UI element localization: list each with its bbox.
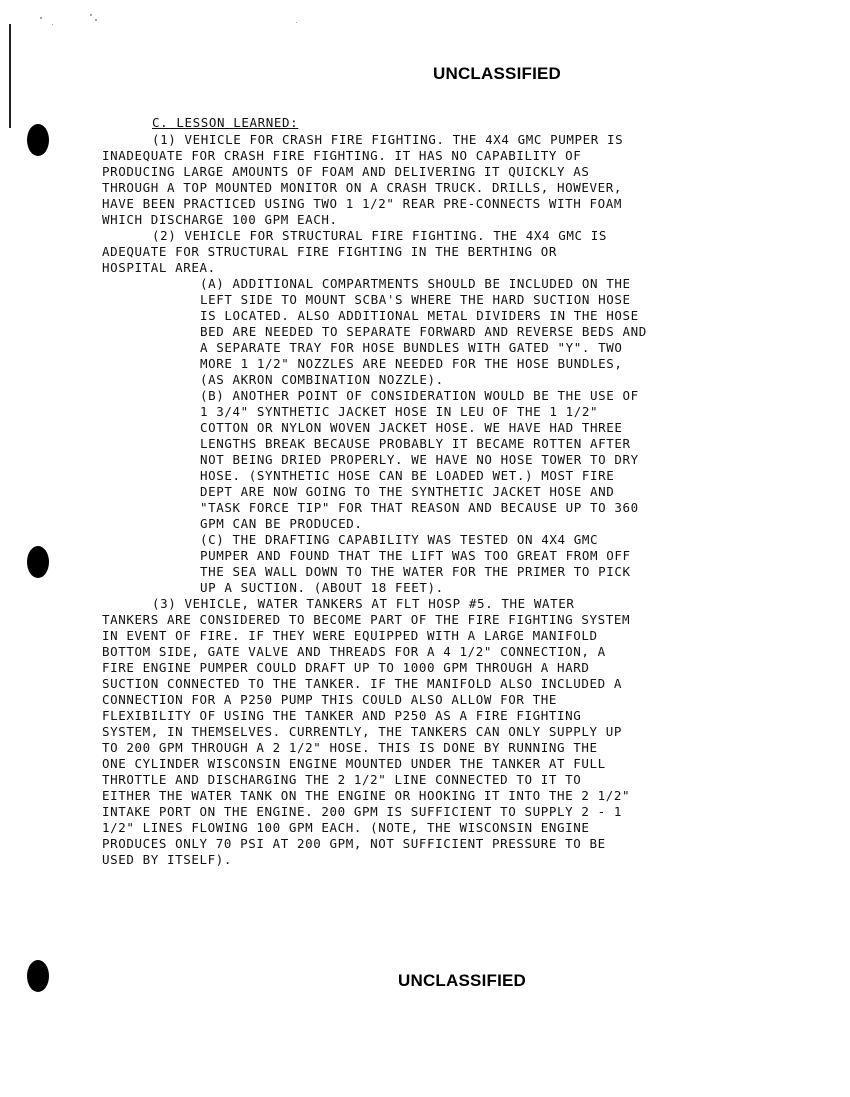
punch-hole bbox=[27, 960, 49, 992]
text-line: FLEXIBILITY OF USING THE TANKER AND P250 AS A FIRE FIGHTING bbox=[102, 708, 582, 723]
scan-speck bbox=[296, 22, 297, 23]
text-line: BOTTOM SIDE, GATE VALVE AND THREADS FOR A 4 1/2" CONNECTION, A bbox=[102, 644, 606, 659]
text-line: DEPT ARE NOW GOING TO THE SYNTHETIC JACKET HOSE AND bbox=[200, 484, 615, 499]
text-line: ADEQUATE FOR STRUCTURAL FIRE FIGHTING IN THE BERTHING OR bbox=[102, 244, 558, 259]
text-line: LENGTHS BREAK BECAUSE PROBABLY IT BECAME ROTTEN AFTER bbox=[200, 436, 631, 451]
header-classification: UNCLASSIFIED bbox=[433, 64, 562, 83]
text-line: MORE 1 1/2" NOZZLES ARE NEEDED FOR THE HOSE BUNDLES, bbox=[200, 356, 623, 371]
text-line: BED ARE NEEDED TO SEPARATE FORWARD AND REVERSE BEDS AND bbox=[200, 324, 647, 339]
punch-hole bbox=[27, 124, 49, 156]
text-line: 1/2" LINES FLOWING 100 GPM EACH. (NOTE, THE WISCONSIN ENGINE bbox=[102, 820, 590, 835]
text-line: TO 200 GPM THROUGH A 2 1/2" HOSE. THIS IS DONE BY RUNNING THE bbox=[102, 740, 598, 755]
text-line: HOSE. (SYNTHETIC HOSE CAN BE LOADED WET.) MOST FIRE bbox=[200, 468, 615, 483]
text-line: GPM CAN BE PRODUCED. bbox=[200, 516, 363, 531]
text-line: (1) VEHICLE FOR CRASH FIRE FIGHTING. THE 4X4 GMC PUMPER IS bbox=[152, 132, 624, 147]
punch-hole bbox=[27, 546, 49, 578]
scan-margin-line bbox=[9, 24, 11, 128]
text-line: (A) ADDITIONAL COMPARTMENTS SHOULD BE INCLUDED ON THE bbox=[200, 276, 631, 291]
text-line: THROTTLE AND DISCHARGING THE 2 1/2" LINE CONNECTED TO IT TO bbox=[102, 772, 582, 787]
text-line: (2) VEHICLE FOR STRUCTURAL FIRE FIGHTING. THE 4X4 GMC IS bbox=[152, 228, 608, 243]
text-line: (C) THE DRAFTING CAPABILITY WAS TESTED ON 4X4 GMC bbox=[200, 532, 599, 547]
text-line: SUCTION CONNECTED TO THE TANKER. IF THE MANIFOLD ALSO INCLUDED A bbox=[102, 676, 623, 691]
text-line: IN EVENT OF FIRE. IF THEY WERE EQUIPPED WITH A LARGE MANIFOLD bbox=[102, 628, 598, 643]
text-line: PRODUCING LARGE AMOUNTS OF FOAM AND DELIVERING IT QUICKLY AS bbox=[102, 164, 590, 179]
section-heading: C. LESSON LEARNED: bbox=[152, 115, 299, 130]
text-line: A SEPARATE TRAY FOR HOSE BUNDLES WITH GATED "Y". TWO bbox=[200, 340, 623, 355]
text-line: HAVE BEEN PRACTICED USING TWO 1 1/2" REAR PRE-CONNECTS WITH FOAM bbox=[102, 196, 623, 211]
text-line: LEFT SIDE TO MOUNT SCBA'S WHERE THE HARD SUCTION HOSE bbox=[200, 292, 631, 307]
text-line: SYSTEM, IN THEMSELVES. CURRENTLY, THE TANKERS CAN ONLY SUPPLY UP bbox=[102, 724, 623, 739]
scan-speck bbox=[95, 19, 97, 21]
text-line: PUMPER AND FOUND THAT THE LIFT WAS TOO GREAT FROM OFF bbox=[200, 548, 631, 563]
scan-speck bbox=[40, 17, 42, 19]
text-line: INTAKE PORT ON THE ENGINE. 200 GPM IS SUFFICIENT TO SUPPLY 2 - 1 bbox=[102, 804, 623, 819]
text-line: (3) VEHICLE, WATER TANKERS AT FLT HOSP #5. THE WATER bbox=[152, 596, 575, 611]
text-line: NOT BEING DRIED PROPERLY. WE HAVE NO HOSE TOWER TO DRY bbox=[200, 452, 639, 467]
text-line: 1 3/4" SYNTHETIC JACKET HOSE IN LEU OF THE 1 1/2" bbox=[200, 404, 599, 419]
text-line: IS LOCATED. ALSO ADDITIONAL METAL DIVIDERS IN THE HOSE bbox=[200, 308, 639, 323]
text-line: ONE CYLINDER WISCONSIN ENGINE MOUNTED UNDER THE TANKER AT FULL bbox=[102, 756, 606, 771]
text-line: COTTON OR NYLON WOVEN JACKET HOSE. WE HAVE HAD THREE bbox=[200, 420, 623, 435]
text-line: THROUGH A TOP MOUNTED MONITOR ON A CRASH TRUCK. DRILLS, HOWEVER, bbox=[102, 180, 623, 195]
text-line: PRODUCES ONLY 70 PSI AT 200 GPM, NOT SUFFICIENT PRESSURE TO BE bbox=[102, 836, 606, 851]
text-line: CONNECTION FOR A P250 PUMP THIS COULD ALSO ALLOW FOR THE bbox=[102, 692, 558, 707]
text-line: EITHER THE WATER TANK ON THE ENGINE OR HOOKING IT INTO THE 2 1/2" bbox=[102, 788, 631, 803]
text-line: (B) ANOTHER POINT OF CONSIDERATION WOULD BE THE USE OF bbox=[200, 388, 639, 403]
text-line: THE SEA WALL DOWN TO THE WATER FOR THE PRIMER TO PICK bbox=[200, 564, 631, 579]
footer-classification: UNCLASSIFIED bbox=[398, 971, 527, 990]
text-line: USED BY ITSELF). bbox=[102, 852, 233, 867]
text-line: INADEQUATE FOR CRASH FIRE FIGHTING. IT HAS NO CAPABILITY OF bbox=[102, 148, 582, 163]
text-line: HOSPITAL AREA. bbox=[102, 260, 216, 275]
text-line: UP A SUCTION. (ABOUT 18 FEET). bbox=[200, 580, 444, 595]
text-line: WHICH DISCHARGE 100 GPM EACH. bbox=[102, 212, 338, 227]
scan-speck bbox=[52, 24, 53, 25]
text-line: FIRE ENGINE PUMPER COULD DRAFT UP TO 1000 GPM THROUGH A HARD bbox=[102, 660, 590, 675]
text-line: TANKERS ARE CONSIDERED TO BECOME PART OF THE FIRE FIGHTING SYSTEM bbox=[102, 612, 631, 627]
text-line: "TASK FORCE TIP" FOR THAT REASON AND BECAUSE UP TO 360 bbox=[200, 500, 639, 515]
text-line: (AS AKRON COMBINATION NOZZLE). bbox=[200, 372, 444, 387]
scan-speck bbox=[90, 14, 92, 16]
